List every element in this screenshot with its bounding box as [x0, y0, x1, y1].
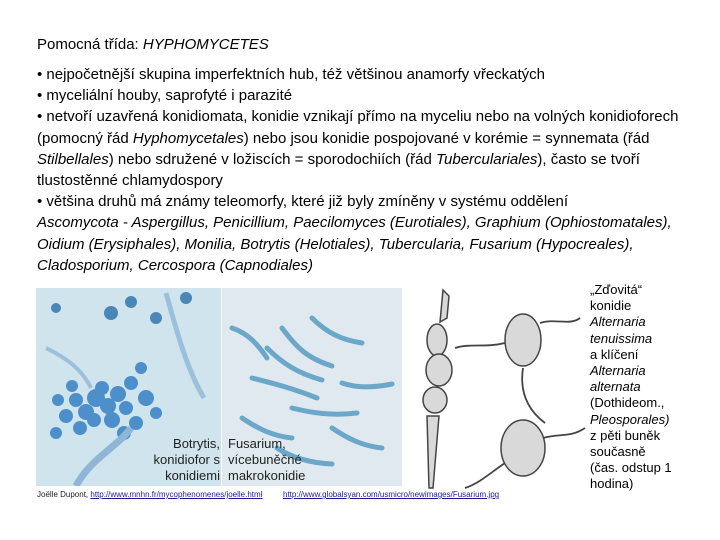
bullet-3-text-a: netvoří uzavřená konidiomata, konidie vznikají přímo na myceliu nebo na volných konidioforech (pomocný řád [37, 108, 679, 147]
bullet-3-text-d: ), často se tvoří tlustostěnné chlamydospory [37, 150, 640, 190]
alternaria-caption-line: a klíčení [590, 346, 639, 362]
fusarium-caption-line-2: vícebuněčné [228, 452, 302, 467]
alternaria-caption-line: tenuissima [590, 330, 653, 346]
alternaria-caption-line: Alternaria [590, 363, 646, 379]
order-hyphomycetales: Hyphomycetales [132, 129, 244, 147]
bullet-3 [37, 106, 687, 191]
alternaria-drawings [405, 288, 588, 496]
bullet-3-text-c: ) nebo sdružené v ložiscích = sporodochiích (řád [108, 150, 436, 168]
alternaria-caption-line: (čas. odstup 1 [590, 460, 672, 476]
botrytis-caption-line-2: konidiofor s [153, 452, 220, 467]
botrytis-caption [120, 436, 220, 484]
image-credit-2 [283, 490, 499, 499]
bullet-1-text: nejpočetnější skupina imperfektních hub, též většinou anamorfy vřeckatých [46, 66, 546, 83]
alternaria-caption-line: Alternaria [590, 314, 646, 330]
slide-title [37, 36, 269, 53]
alternaria-caption-line: z pěti buněk [590, 427, 661, 443]
examples-text [37, 212, 687, 276]
alternaria-caption-line: alternata [590, 379, 641, 395]
bullet-4-text: většina druhů má známy teleomorfy, které již byly zmíněny v systému oddělení [46, 193, 569, 211]
bullet-3-text-b: ) nebo jsou konidie pospojované v korémie = synnemata (řád [243, 129, 650, 147]
bullet-2 [37, 85, 687, 106]
credit-link-2[interactable]: http://www.globalsyan.com/usmicro/newimages/Fusarium.jpg [283, 490, 500, 499]
alternaria-caption-line: hodina) [590, 476, 634, 492]
alternaria-caption-line: konidie [590, 298, 632, 314]
alternaria-illustration [405, 288, 588, 496]
alternaria-caption-line: současně [590, 444, 646, 460]
alternaria-caption-line: Pleosporales) [590, 411, 670, 427]
alternaria-caption-line: „Zďovitá“ [590, 282, 643, 297]
examples-list: Ascomycota - Aspergillus, Penicillium, Paecilomyces (Eurotiales), Graphium (Ophiostomatales), Oidium (Erysiphales), Monilia, Botrytis (Helotiales), Tubercularia, Fusarium (Hypocreales), Cladosporium, Cercospora (Capnodiales) [37, 214, 672, 274]
title-prefix: Pomocná třída: [37, 36, 143, 53]
fusarium-caption [228, 436, 348, 484]
alternaria-caption-line: (Dothideom., [590, 395, 665, 411]
alternaria-caption [590, 282, 690, 493]
bullet-4 [37, 191, 687, 212]
bullet-1 [37, 64, 687, 85]
bullet-2-text: myceliální houby, saprofyté i parazité [46, 87, 293, 105]
fusarium-caption-line-1: Fusarium, [228, 436, 286, 451]
fusarium-caption-line-3: makrokonidie [228, 468, 306, 483]
order-tuberculariales: Tuberculariales [435, 150, 538, 168]
body-text [37, 64, 687, 276]
credit-author: Joëlle Dupont, [37, 490, 91, 499]
image-credit-1 [37, 490, 262, 499]
order-stilbellales: Stilbellales [37, 150, 109, 168]
botrytis-caption-line-3: konidiemi [165, 468, 220, 483]
botrytis-caption-line-1: Botrytis, [173, 436, 220, 451]
credit-link-1[interactable]: http://www.mnhn.fr/mycophenomenes/joelle.html [90, 490, 263, 499]
title-taxon: HYPHOMYCETES [142, 36, 269, 53]
